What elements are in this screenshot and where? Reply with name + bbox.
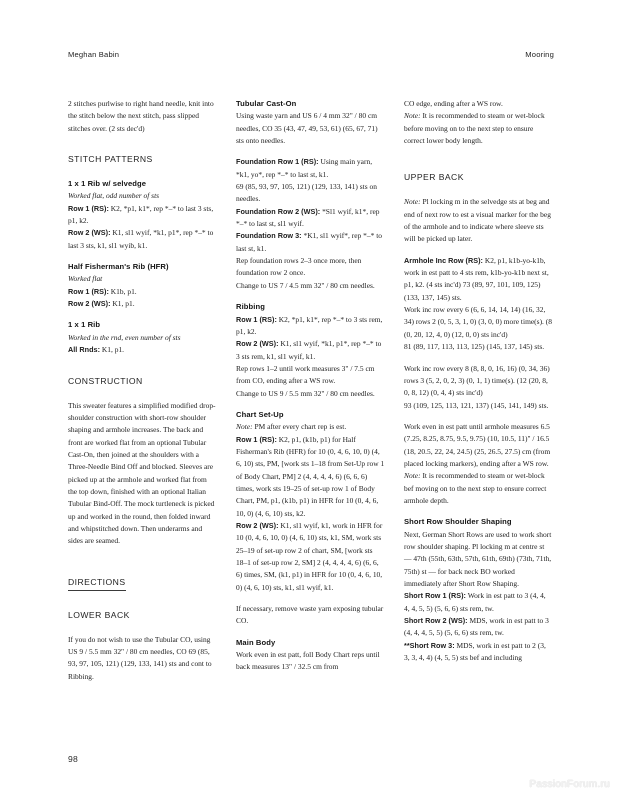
heading-stitch-patterns: STITCH PATTERNS xyxy=(68,154,153,165)
short-row-3-text: MDS, work in est patt to 2 (3, 3, 3, 4, 4) (4, 5, 5) sts bef and including xyxy=(404,640,546,663)
foundation-row-1-count: 69 (85, 93, 97, 105, 121) (129, 133, 141) sts on needles. xyxy=(236,182,377,204)
foundation2-label: Foundation Row 2 (WS): xyxy=(236,206,321,216)
chart-setup-row2 xyxy=(236,520,385,594)
note-text: PM after every chart rep is est. xyxy=(252,422,347,432)
header-author: Meghan Babin xyxy=(68,50,120,59)
foundation3-text: *K1, sl1 wyif*, rep *–* to last st, k1. xyxy=(236,231,383,253)
foundation1-label: Foundation Row 1 (RS): xyxy=(236,157,319,167)
column-3 xyxy=(404,98,553,664)
note-label: Note: xyxy=(236,422,253,432)
waste-yarn-paragraph: If necessary, remove waste yarn exposing tubular CO. xyxy=(236,604,384,626)
subheading-tubular-cast-on: Tubular Cast-On xyxy=(236,99,297,108)
short-row-3 xyxy=(404,640,553,665)
note-label: Note: xyxy=(404,471,421,481)
armhole-work-even: Work even in est patt until armhole measures 6.5 (7.25, 8.25, 8.75, 9.5, 9.75) (10, 10.5, 11)" / 16.5 (18, 20.5, 22, 24, 24.5) (25, 26.5, 27.5) cm (from placed locking markers), ending after a WS row. xyxy=(404,421,551,468)
row1-text: K2, p1, (k1b, p1) for Half Fisherman's Rib (HFR) for 10 (0, 4, 6, 10, 0) (4, 6, 10) sts, PM, [work sts 1–18 from Set-Up row 1 of Body Chart, PM] 2 (4, 4, 4, 4, 6) (6, 6, 6) times, work sts 19–25 of set-up row 1 of Body Chart, PM, p1, (k1b, p1) in HFR for 10 (0, 4, 6, 10, 0) (4, 6, 10) sts, k2. xyxy=(236,434,385,518)
continued-paragraph: 2 stitches purlwise to right hand needle, knit into the stitch below the next stitch, pass slipped stitches over. (2 sts dec'd) xyxy=(68,99,214,133)
row1-label: Row 1 (RS): xyxy=(236,314,277,324)
armhole-inc-row xyxy=(404,255,553,304)
short-row-1-text: Work in est patt to 3 (4, 4, 4, 4, 5, 5) (5, 6, 6) sts rem, tw. xyxy=(404,591,546,613)
row2-label: Row 2 (WS): xyxy=(236,339,279,349)
row1-label: Row 1 (RS): xyxy=(68,286,109,296)
foundation-row-3 xyxy=(236,230,385,255)
note-label: Note: xyxy=(404,111,421,121)
three-column-layout xyxy=(68,98,554,728)
row1-label: Row 1 (RS): xyxy=(236,434,277,444)
short-row-1 xyxy=(404,590,553,615)
note-rib-rnd: Worked in the rnd, even number of sts xyxy=(68,332,181,342)
subheading-rib-selvedge: 1 x 1 Rib w/ selvedge xyxy=(68,179,147,189)
subheading-rib-in-round: 1 x 1 Rib xyxy=(68,320,101,330)
subheading-half-fishermans-rib: Half Fisherman's Rib (HFR) xyxy=(68,262,169,272)
heading-directions: DIRECTIONS xyxy=(68,576,126,591)
watermark: PassionForum.ru xyxy=(529,779,610,790)
col3-continued-paragraph: CO edge, ending after a WS row. xyxy=(404,99,503,108)
short-row-1-label: Short Row 1 (RS): xyxy=(404,591,466,601)
foundation-row-1 xyxy=(236,156,385,181)
row1-text: K1b, p1. xyxy=(108,286,137,296)
heading-construction: CONSTRUCTION xyxy=(68,375,143,386)
hfr-row1 xyxy=(68,286,217,298)
upper-back-note xyxy=(404,196,553,245)
header-pattern-title: Mooring xyxy=(525,50,554,59)
col3-continued-note xyxy=(404,110,553,147)
note-text: It is recommended to steam or wet-block before moving on to the next step to ensure correct lower body length. xyxy=(404,111,545,146)
rib-selvedge-row2 xyxy=(68,227,217,252)
armhole-count-2: 93 (109, 125, 113, 121, 137) (145, 141, 149) sts. xyxy=(404,400,549,410)
construction-paragraph: This sweater features a simplified modified drop-shoulder construction with short-row shoulder shaping and armhole increases. The back and front are worked flat from an optional Tubular Cast-On, then joined at the shoulders with a Three-Needle Bind Off and blocked. Sleeves are picked up at the armhole and worked flat from the top down, finished with an optional Italian Tubular Bind-Off. The mock turtleneck is picked up and worked in the round, then folded inward and whipstitched down. Then underarms and sides are seamed. xyxy=(68,400,216,546)
note-text: It is recommended to steam or wet-block bef moving on to the next step to ensure correct armhole depth. xyxy=(404,471,547,505)
note-rib-selvedge: Worked flat, odd number of sts xyxy=(68,191,160,201)
armhole-note xyxy=(404,470,553,507)
short-row-3-label: **Short Row 3: xyxy=(404,640,455,650)
armhole-inc-every-8: Work inc row every 8 (8, 8, 0, 16, 16) (0, 34, 36) rows 3 (5, 2, 0, 2, 3) (0, 1, 1) time(s). (12 (20, 8, 0, 8, 12) (0, 4, 4) sts inc'd) xyxy=(404,363,550,398)
heading-lower-back: LOWER BACK xyxy=(68,609,130,620)
column-1 xyxy=(68,98,217,683)
all-rnds-text: K1, p1. xyxy=(100,345,125,355)
ribbing-row1 xyxy=(236,314,385,339)
tubular-co-rep: Rep foundation rows 2–3 once more, then foundation row 2 once. xyxy=(236,256,362,278)
subheading-chart-set-up: Chart Set-Up xyxy=(236,409,284,419)
short-row-shaping-paragraph: Next, German Short Rows are used to work short row shoulder shaping. Pl locking m at centre st — 47th (55th, 63th, 57th, 61th, 69th) (73th, 71th, 75th) st — for back neck BO worked immediately after Short Row Shaping. xyxy=(404,529,552,588)
running-header xyxy=(68,50,554,59)
note-hfr: Worked flat xyxy=(68,274,103,284)
row1-text: K2, *p1, k1*, rep *–* to last 3 sts, p1, k2. xyxy=(68,203,214,226)
page-number: 98 xyxy=(68,754,78,764)
lower-back-paragraph: If you do not wish to use the Tubular CO, using US 9 / 5.5 mm 32" / 80 cm needles, CO 69 (85, 93, 97, 105, 121) (129, 133, 141) sts and cont to Ribbing. xyxy=(68,634,212,681)
main-body-paragraph: Work even in est patt, foll Body Chart reps until back measures 13" / 32.5 cm from xyxy=(236,650,380,672)
short-row-2-text: MDS, work in est patt to 3 (4, 4, 4, 5, 5) (5, 6, 6) sts rem, tw. xyxy=(404,616,549,638)
foundation2-text: *Sl1 wyif, k1*, rep *–* to last st, sl1 wyif. xyxy=(236,206,380,229)
row2-label: Row 2 (WS): xyxy=(236,521,279,530)
ribbing-change-needles: Change to US 9 / 5.5 mm 32" / 80 cm needles. xyxy=(236,388,375,398)
note-text: Pl locking m in the selvedge sts at beg and end of next row to est a visual marker for the beg of the armhole and to indicate where sleeve sts will be picked up later. xyxy=(404,197,551,244)
row1-label: Row 1 (RS): xyxy=(68,203,109,213)
tubular-co-change-needles: Change to US 7 / 4.5 mm 32" / 80 cm needles. xyxy=(236,280,375,290)
row2-text: K1, sl1 wyif, k1, work in HFR for 10 (0, 4, 6, 10, 0) (4, 6, 10) sts, k1, SM, work sts 25–19 of set-up row 2 of chart, SM, [work sts 18–1 of set-up row 2, SM] 2 (4, 4, 4, 4, 6) (6, 6, 6) times, SM, (k1, p1) in HFR for 10 (0, 4, 6, 10, 0) (4, 6, 10) sts, k1, sl1 wyif, k1. xyxy=(236,521,383,592)
armhole-inc-label: Armhole Inc Row (RS): xyxy=(404,255,483,265)
ribbing-row2 xyxy=(236,338,385,363)
rib-rnd-all-rnds xyxy=(68,344,217,356)
chart-setup-note xyxy=(236,421,385,433)
short-row-2-label: Short Row 2 (WS): xyxy=(404,616,468,626)
foundation3-label: Foundation Row 3: xyxy=(236,231,302,241)
foundation1-text: Using main yarn, *k1, yo*, rep *–* to last st, k1. xyxy=(236,157,373,179)
ribbing-rep: Rep rows 1–2 until work measures 3" / 7.5 cm from CO, ending after a WS row. xyxy=(236,363,375,386)
armhole-inc-every-6: Work inc row every 6 (6, 6, 14, 14, 14) (16, 32, 34) rows 2 (0, 5, 3, 1, 0) (3, 0, 0) more time(s). (8 (0, 20, 12, 4, 0) (12, 0, 0) sts inc'd) xyxy=(404,305,553,339)
row2-text: K1, sl1 wyif, *k1, p1*, rep *–* to 3 sts rem, k1, sl1 wyif, k1. xyxy=(236,339,382,361)
row2-text: K1, sl1 wyif, *k1, p1*, rep *–* to last 3 sts, k1, sl1 wyib, k1. xyxy=(68,228,214,250)
hfr-row2 xyxy=(68,298,217,310)
row1-text: K2, *p1, k1*, rep *–* to 3 sts rem, p1, k2. xyxy=(236,314,383,336)
all-rnds-label: All Rnds: xyxy=(68,345,100,355)
subheading-main-body: Main Body xyxy=(236,637,276,647)
short-row-2 xyxy=(404,615,553,640)
subheading-short-row-shoulder-shaping: Short Row Shoulder Shaping xyxy=(404,517,512,527)
armhole-inc-text: K2, p1, k1b-yo-k1b, work in est patt to 4 sts rem, k1b-yo-k1b next st, p1, k2. (4 sts inc'd) 73 (89, 97, 101, 109, 125) (133, 137, 145) sts. xyxy=(404,255,549,302)
rib-selvedge-row1 xyxy=(68,203,217,228)
foundation-row-2 xyxy=(236,206,385,231)
row2-label: Row 2 (WS): xyxy=(68,228,111,238)
heading-upper-back: UPPER BACK xyxy=(404,172,464,183)
row2-text: K1, p1. xyxy=(110,299,135,309)
tubular-co-paragraph: Using waste yarn and US 6 / 4 mm 32" / 80 cm needles, CO 35 (43, 47, 49, 53, 61) (65, 67, 71) sts onto needles. xyxy=(236,111,378,146)
armhole-count-1: 81 (89, 117, 113, 113, 125) (145, 137, 145) sts. xyxy=(404,342,545,352)
note-label: Note: xyxy=(404,197,421,207)
column-2 xyxy=(236,98,385,674)
chart-setup-row1 xyxy=(236,434,385,520)
row2-label: Row 2 (WS): xyxy=(68,299,111,309)
subheading-ribbing: Ribbing xyxy=(236,302,265,312)
